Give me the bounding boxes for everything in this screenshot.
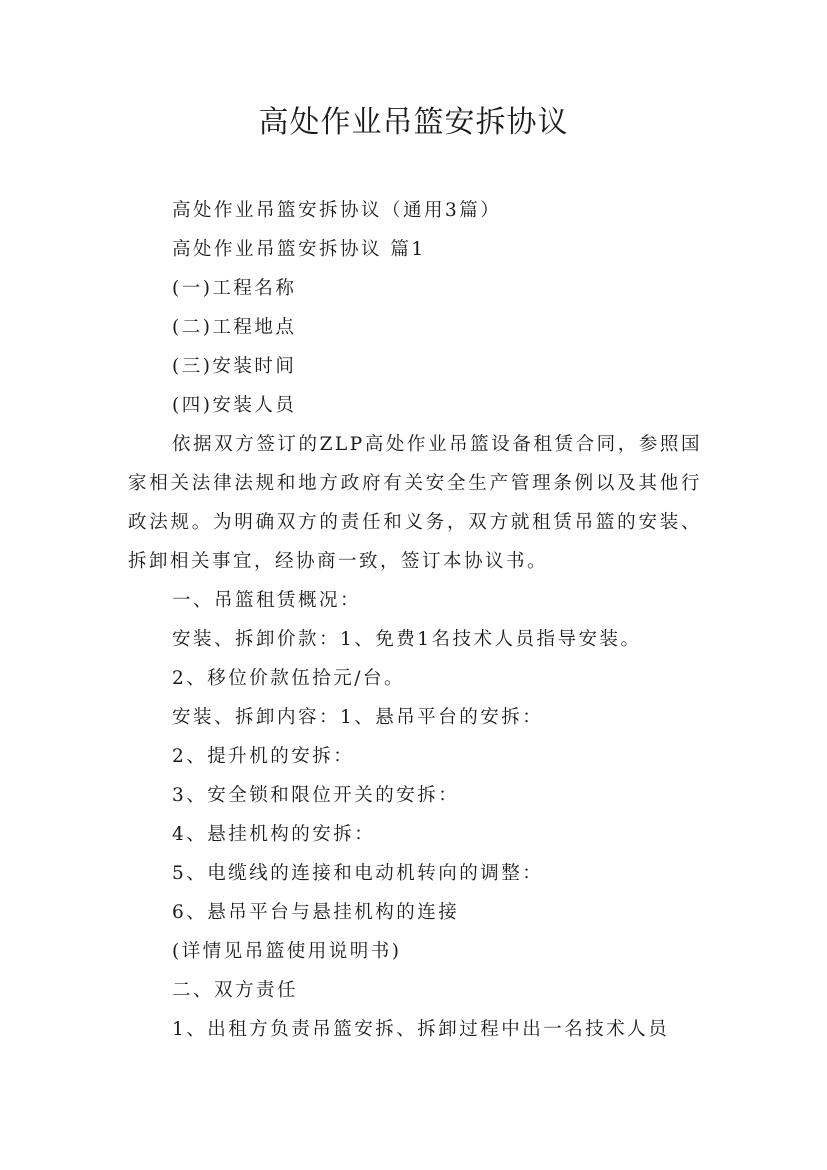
document-body	[128, 191, 702, 1049]
paragraph-subtitle: 高处作业吊篮安拆协议（通用3篇）	[172, 200, 502, 221]
paragraph-install-staff: (四)安装人员	[172, 395, 297, 416]
paragraph-content-4: 4、悬挂机构的安拆：	[172, 824, 376, 845]
paragraph-manual-note: (详情见吊篮使用说明书)	[172, 941, 402, 962]
paragraph-overview-heading: 一、吊篮租赁概况：	[172, 590, 362, 611]
paragraph-responsibility-1: 1、出租方负责吊篮安拆、拆卸过程中出一名技术人员	[172, 1019, 670, 1040]
paragraph-content-1: 安装、拆卸内容：1、悬吊平台的安拆：	[172, 707, 544, 728]
document-title: 高处作业吊篮安拆协议	[258, 105, 569, 140]
paragraph-install-time: (三)安装时间	[172, 356, 297, 377]
paragraph-section-heading: 高处作业吊篮安拆协议 篇1	[172, 239, 426, 260]
paragraph-content-2: 2、提升机的安拆：	[172, 746, 355, 767]
paragraph-price: 安装、拆卸价款：1、免费1名技术人员指导安装。	[172, 629, 642, 650]
paragraph-intro: 依据双方签订的ZLP高处作业吊篮设备租赁合同，参照国家相关法律法规和地方政府有关安全生产管理条例以及其他行政法规。为明确双方的责任和义务，双方就租赁吊篮的安装、拆卸相关事宜，经协商一致，签订本协议书。	[128, 434, 702, 572]
paragraph-content-6: 6、悬吊平台与悬挂机构的连接	[172, 902, 460, 923]
paragraph-project-name: (一)工程名称	[172, 278, 297, 299]
paragraph-content-5: 5、电缆线的连接和电动机转向的调整：	[172, 863, 544, 884]
paragraph-content-3: 3、安全锁和限位开关的安拆：	[172, 785, 460, 806]
paragraph-responsibility-heading: 二、双方责任	[172, 980, 299, 1001]
paragraph-relocation-price: 2、移位价款伍拾元/台。	[172, 668, 406, 689]
paragraph-project-location: (二)工程地点	[172, 317, 297, 338]
